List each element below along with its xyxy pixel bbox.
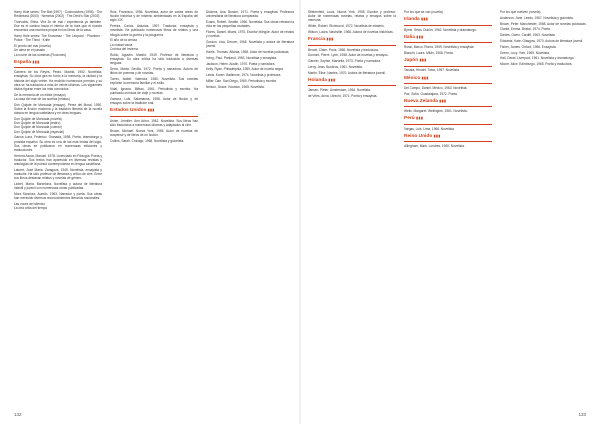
section-rule: [404, 141, 492, 142]
entry-paragraph: Lewis, Karen. Baltimore, 1974. Novelista y profesora.: [206, 73, 282, 78]
entry-paragraph: Garnier, Sophie. Marsella, 1973. Poeta y narradora.: [308, 59, 381, 64]
section-heading: [404, 34, 492, 41]
entry-paragraph: Llobet, María. Barcelona. Novelista y autora de literatura infantil y juvenil con numerosas obras publicadas.: [14, 182, 102, 191]
entry-paragraph: Edwards, Kate. Glasgow, 1970. Autora de literatura juvenil.: [500, 38, 584, 43]
entry-paragraph: Por los que se van (novela): [404, 10, 443, 14]
column-1: [14, 10, 102, 212]
entry-paragraph: Leroy, Jean. Burdeos, 1961. Novelista.: [308, 64, 363, 69]
entry-paragraph: Mora Sánchez, Aurelio. 1963. Narrador y poeta. Sus obras han merecido diversos reconocimientos literarios nacionales.: [14, 192, 102, 201]
heading-ornament-icon: ▮▮▮: [414, 34, 424, 39]
entry-paragraph: García Luna, Federico. Granada, 1898. Poeta, dramaturgo y prosista español. Su obra es una de las más leídas del siglo. Sus obras se publicaron en numerosas ediciones y traducciones.: [14, 135, 102, 152]
entry-paragraph: Hall, David. Liverpool, 1961. Novelista y dramaturgo.: [500, 56, 575, 61]
entry-paragraph: Clarke, Emma. Bristol, 1974. Poeta.: [500, 27, 551, 32]
section-heading: [308, 36, 396, 43]
heading-ornament-icon: ▮▮▮: [420, 75, 429, 80]
section-heading: [404, 16, 492, 23]
section-heading-text: Japón: [404, 58, 419, 63]
entry-paragraph: Stiebenfeld, Louis. Nueva York, 1955. Escritor y profesor. Autor de numerosas novelas, relatos y ensayos sobre la memoria.: [308, 10, 396, 23]
entry-paragraph: Moore, Alice. Edimburgo, 1965. Poeta y traductora.: [500, 62, 573, 67]
section-heading-text: México: [404, 75, 421, 81]
entry-paragraph: Vargas, Luis. Lima, 1966. Novelista.: [404, 126, 455, 131]
entry-paragraph: Byrne, Sean. Dublín, 1962. Novelista y dramaturgo.: [404, 27, 477, 32]
column-4: [308, 10, 396, 100]
entry-paragraph: Kelly, Ryan. Philadelphia, 1959. Autor de novela negra.: [206, 67, 284, 72]
section-heading-text: Reino Unido: [404, 133, 433, 139]
heading-ornament-icon: ▮▮▮: [432, 133, 441, 138]
entry-paragraph: Rossi, Marco. Roma, 1959. Novelista y ensayista.: [404, 45, 475, 49]
section-rule: [404, 42, 492, 43]
section-heading: [404, 133, 492, 140]
column-6: [500, 10, 588, 68]
entry-paragraph: El pronto del mar (novela) Un alma en el pasado La noche de las sombras (Ficciones): [14, 44, 67, 57]
entry-paragraph: Collins, Sarah. Chicago, 1968. Novelista y guionista.: [110, 138, 185, 143]
section-rule: [308, 45, 396, 46]
entry-paragraph: Thorvalds, Ebba. Vira 3e de mai / experiencia yo tambien. Ese es el camino hacia el interior de la hora que el mundo encuentra una escritura propia en los libros de la casa.: [14, 20, 102, 33]
entry-paragraph: Nelson, Grace. Houston, 1965. Novelista.: [206, 84, 265, 89]
entry-paragraph: Dickens, Ana. Boston, 1971. Poeta y ensayista. Profesora universitaria de literatura comparada.: [206, 10, 294, 19]
entry-paragraph: Zamora, Luis. Salamanca, 1958. Autor de ficción y de ensayos sobre la tradición oral.: [110, 96, 198, 106]
entry-paragraph: Asher, Jennifer. Ann Arbor, 1962. Novelista. Sus libros han sido traducidos a numerosos idiomas y adaptados al cine.: [110, 118, 198, 127]
entry-paragraph: Dumont, Pierre. Lyon, 1958. Autor de novelas y ensayos.: [308, 53, 389, 58]
entry-paragraph: Brown, Michael. Nueva York, 1955. Autor de novelas de suspense y de libros de no ficción.: [110, 128, 198, 137]
entry-paragraph: Jansen, Pieter. Ámsterdam, 1964. Novelista.: [308, 88, 371, 93]
section-heading-text: Estados Unidos: [110, 108, 147, 114]
entry-paragraph: Jackson, Helen. Austin, 1970. Poeta y narradora.: [206, 61, 276, 66]
entry-paragraph: Harris, Thomas. Atlanta, 1958. Autor de novelas policiacas.: [206, 50, 290, 54]
entry-paragraph: Del Campo, Daniel. México, 1963. Novelista.: [404, 85, 468, 90]
section-rule: [308, 85, 396, 86]
entry-paragraph: Latorre, José María. Zaragoza, 1945. Novelista, ensayista y traductor. Ha sido profesor de literatura y crítico de cine. Entre sus libros destacan relatos y novelas de género.: [14, 167, 102, 181]
heading-ornament-icon: ▮▮▮: [414, 116, 424, 121]
entry-paragraph: Martin, Élise. Nantes, 1970. Autora de literatura juvenil.: [308, 70, 386, 75]
entry-paragraph: Harry Hole series: The Bat (1997) · Cockroaches (1998) · The Redbreast (2000) · Nemesis (2002) · The Devil's Star (2003): [14, 10, 102, 19]
entry-paragraph: Bianchi, Laura. Milán, 1968. Poeta.: [404, 50, 454, 55]
column-2: [110, 10, 198, 144]
section-heading-text: España: [14, 59, 32, 65]
section-heading-text: Francia: [308, 37, 326, 43]
section-heading-text: Perú: [404, 116, 415, 122]
column-3: [206, 10, 294, 91]
section-rule: [110, 116, 198, 117]
entry-paragraph: Paz, Sofía. Guadalajara, 1972. Poeta.: [404, 91, 458, 96]
page-number-left: 132: [14, 412, 22, 417]
section-heading-text: Italia: [404, 34, 415, 40]
entry-paragraph: Pereira, Carlos. Asturias, 1967. Traductor, ensayista y novelista. Ha publicado numerosos libros de relatos y una trilogía sobre la guerra y la posguerra.: [110, 24, 198, 37]
section-heading-text: Nueva Zelanda: [404, 98, 438, 104]
entry-paragraph: Torres, Isabel. Valencia, 1980. Novelista. Sus novelas exploran la memoria familiar y el exilio.: [110, 76, 198, 86]
section-rule: [404, 66, 492, 67]
entry-paragraph: Rubio, Agustín. Madrid, 1949. Profesor de literatura y ensayista. Su obra crítica ha sido traducida a diversas lenguas.: [110, 52, 198, 66]
section-heading: [404, 98, 492, 105]
entry-paragraph: Davies, Owen. Cardiff, 1963. Novelista.: [500, 33, 556, 38]
section-heading: [14, 59, 102, 66]
heading-ornament-icon: ▮▮▮: [326, 77, 336, 82]
entry-paragraph: Evans, Robert. Seattle, 1960. Novelista. Sus obras retratan la vida en las pequeñas ciudades.: [206, 20, 294, 29]
section-rule: [14, 67, 102, 68]
section-heading: [404, 115, 492, 122]
entry-paragraph: de Vries, Anna. Utrecht, 1971. Poeta y ensayista.: [308, 93, 378, 98]
entry-paragraph: Fisher, James. Oxford, 1956. Ensayista.: [500, 44, 557, 49]
entry-paragraph: Wilson, Laura. Nashville, 1968. Autora de novelas históricas.: [308, 30, 394, 34]
entry-paragraph: Don Quijote de Moncada (ensayo). Pérez del Moral, 1950. Sobre la ficción moderna y la tradición literaria de la novela clásica en lengua castellana y en otras lenguas.: [14, 102, 102, 116]
section-rule: [404, 83, 492, 84]
entry-paragraph: Las voces del silencio La otra orilla del tiempo: [14, 202, 48, 211]
section-heading: [308, 77, 396, 84]
section-heading: [404, 57, 492, 64]
entry-paragraph: Cabrera de los Reyes, Pedro. Madrid, 1952. Novelista, ensayista. Su obra gira en torno a la memoria, la ciudad y la historia del siglo veinte. Ha recibido numerosos premios y su obra se ha traducido a más de veinte idiomas. Los siguientes títulos figuran entre los más conocidos.: [14, 70, 102, 91]
section-rule: [404, 106, 492, 107]
section-heading-text: Holanda: [308, 77, 327, 83]
heading-ornament-icon: ▮▮▮: [419, 17, 429, 22]
entry-paragraph: Vidal, Ignacio. Bilbao, 1961. Periodista y escritor. Ha publicado crónicas de viaje y novelas.: [110, 86, 198, 96]
entry-paragraph: De la memoria de un editor (ensayo) La casa del mar de los sueños (relatos): [14, 92, 70, 101]
entry-paragraph: Tanaka, Hiroshi. Tokio, 1957. Novelista.: [404, 68, 460, 73]
entry-paragraph: Don Quijote de Moncada (novela) Don Quijote de Moncada (teatro) Don Quijote de Moncada (cuento) Don Quijote de Moncada (especial): [14, 116, 64, 134]
heading-ornament-icon: ▮▮▮: [418, 58, 427, 62]
entry-paragraph: Wells, Margaret. Wellington, 1961. Novelista.: [404, 109, 468, 114]
entry-paragraph: El año de la ceniza La ciudad vacía Crónica del invierno: [110, 38, 139, 51]
entry-paragraph: Irving, Paul. Portland, 1963. Novelista y ensayista.: [206, 55, 278, 60]
section-rule: [404, 25, 492, 26]
entry-paragraph: Gordon, Lisa. Denver, 1966. Novelista y autora de literatura juvenil.: [206, 40, 294, 49]
entry-paragraph: Allingham, Mark. Londres, 1960. Novelista.: [404, 144, 465, 149]
entry-paragraph: Ruiz, Francisco. 1956. Novelista, autor de varias obras de ficción histórica y de misterio ambientadas en la España del siglo XIX.: [110, 10, 198, 23]
entry-paragraph: Anderson, Jane. Leeds, 1967. Novelista y guionista.: [500, 15, 574, 20]
page-number-right: 133: [578, 412, 586, 417]
entry-paragraph: Brown, Peter. Manchester, 1958. Autor de novelas policiacas.: [500, 21, 587, 26]
entry-paragraph: Green, Lucy. York, 1969. Novelista.: [500, 50, 550, 55]
entry-paragraph: White, Robert. Richmond, 1972. Novelista de misterio.: [308, 24, 385, 29]
heading-ornament-icon: ▮▮▮: [146, 108, 155, 113]
section-rule: [404, 124, 492, 125]
entry-paragraph: Miller, Dan. San Diego, 1969. Periodista y escritor.: [206, 78, 278, 83]
page-gutter: [299, 0, 301, 424]
entry-paragraph: Harry Hole series: The Snowman · The Leopard · Phantom · Police · The Thirst · Knife: [14, 34, 102, 43]
heading-ornament-icon: ▮▮▮: [31, 59, 40, 64]
column-5: [404, 10, 492, 150]
heading-ornament-icon: ▮▮▮: [325, 37, 334, 42]
section-heading-text: Irlanda: [404, 17, 420, 23]
entry-paragraph: Serra, Marta. Sevilla, 1972. Poeta y narradora. Autora de libros de poemas y de novelas.: [110, 66, 198, 76]
entry-paragraph: Por los que vuelven (novela): [500, 10, 541, 14]
section-heading: [404, 75, 492, 82]
entry-paragraph: Flores, Daniel. Miami, 1975. Escritor bilingüe. Autor de relatos y novelas.: [206, 30, 294, 39]
heading-ornament-icon: ▮▮▮: [437, 98, 447, 103]
section-heading: [110, 107, 198, 114]
entry-paragraph: Benoit, Claire. París, 1966. Novelista y traductora.: [308, 47, 379, 52]
entry-paragraph: Herrera Aznar, Manuel. 1978. Licenciado en Filología. Poeta y traductor. Sus textos han aparecido en diversas revistas y antologías de la poesía contemporánea en lengua castellana.: [14, 153, 102, 167]
